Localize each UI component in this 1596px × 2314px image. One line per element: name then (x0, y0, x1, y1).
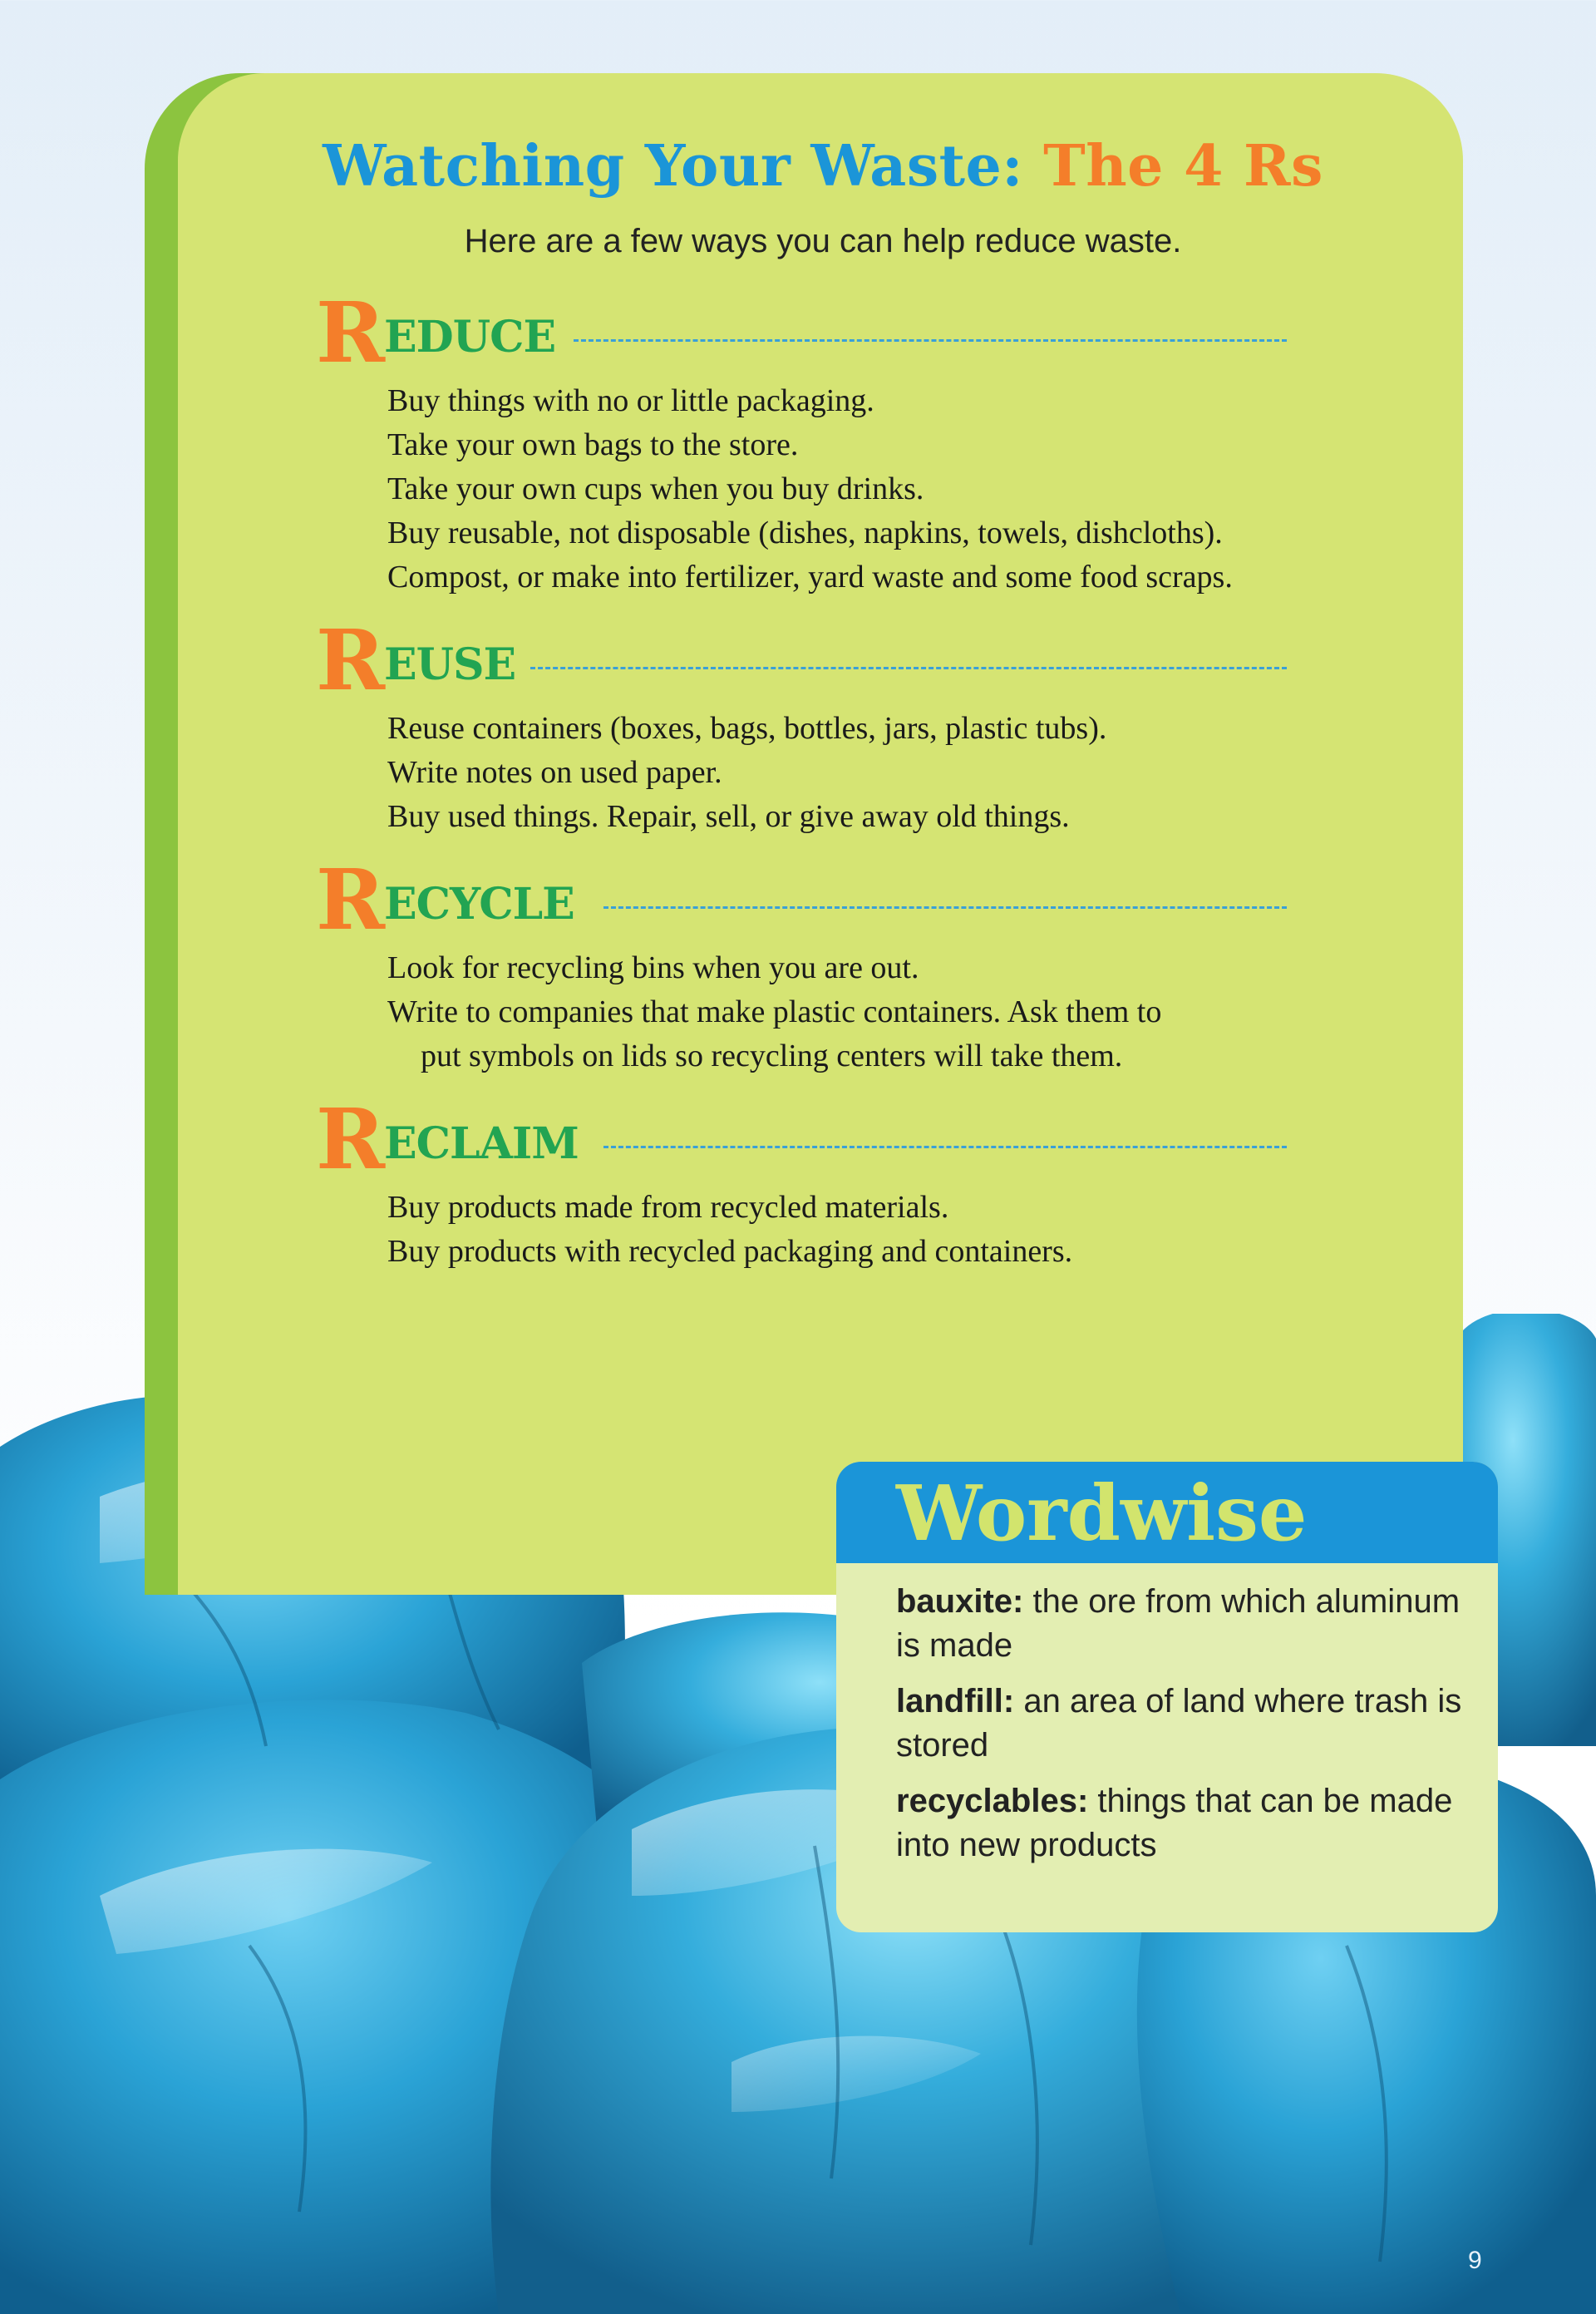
glossary-term: landfill: (896, 1683, 1015, 1719)
wordwise-title: Wordwise (896, 1468, 1308, 1558)
section-heading (316, 1090, 1413, 1188)
title-accent: The 4 Rs (1043, 133, 1323, 200)
wordwise-header (836, 1462, 1498, 1563)
item-list (387, 707, 1413, 839)
dashed-rule (603, 1146, 1287, 1148)
glossary-definition: the ore from which aluminum is made (896, 1583, 1461, 1664)
section-reduce (316, 284, 1413, 599)
page-title (0, 133, 1596, 200)
item-list (387, 946, 1413, 1078)
item-list (387, 1186, 1413, 1274)
heading-rest: EDUCE (384, 312, 556, 363)
section-reuse (316, 611, 1413, 839)
section-recycle (316, 851, 1413, 1078)
list-item: Reuse containers (boxes, bags, bottles, jars, plastic tubs). (387, 711, 1107, 746)
glossary-term: bauxite: (896, 1583, 1024, 1620)
heading-initial: R (316, 1090, 386, 1188)
list-item-continuation: put symbols on lids so recycling centers will take them. (421, 1039, 1123, 1073)
list-item: Write to companies that make plastic containers. Ask them to (387, 994, 1162, 1029)
list-item: Look for recycling bins when you are out. (387, 950, 919, 985)
glossary-entry (896, 1680, 1468, 1768)
heading-initial: R (316, 851, 386, 949)
list-item: Buy things with no or little packaging. (387, 383, 874, 418)
heading-initial: R (316, 611, 386, 709)
section-heading (316, 611, 1413, 709)
list-item: Write notes on used paper. (387, 755, 722, 790)
page-number: 9 (1468, 2247, 1482, 2274)
wordwise-box (836, 1462, 1498, 1932)
list-item (387, 1034, 1413, 1078)
list-item: Take your own cups when you buy drinks. (387, 471, 924, 506)
section-heading (316, 284, 1413, 382)
wordwise-body (836, 1563, 1498, 1867)
list-item: Take your own bags to the store. (387, 427, 799, 462)
heading-rest: EUSE (384, 639, 516, 690)
section-reclaim (316, 1090, 1413, 1274)
glossary-definition: an area of land where trash is stored (896, 1683, 1462, 1764)
list-item: Buy reusable, not disposable (dishes, napkins, towels, dishcloths). (387, 516, 1223, 550)
section-heading (316, 851, 1413, 949)
list-item: Buy used things. Repair, sell, or give away old things. (387, 799, 1070, 834)
heading-initial: R (316, 284, 386, 382)
list-item: Buy products with recycled packaging and containers. (387, 1234, 1073, 1269)
dashed-rule (603, 906, 1287, 909)
glossary-term: recyclables: (896, 1783, 1089, 1819)
glossary-entry (896, 1779, 1468, 1867)
item-list (387, 379, 1413, 599)
dashed-rule (574, 339, 1287, 342)
heading-rest: ECYCLE (384, 879, 574, 930)
glossary-entry (896, 1580, 1468, 1668)
list-item: Compost, or make into fertilizer, yard waste and some food scraps. (387, 560, 1233, 595)
list-item: Buy products made from recycled materials. (387, 1190, 949, 1225)
heading-rest: ECLAIM (384, 1118, 579, 1169)
title-main: Watching Your Waste: (323, 133, 1044, 200)
dashed-rule (530, 667, 1287, 669)
glossary-definition: things that can be made into new products (896, 1783, 1453, 1863)
page-subtitle: Here are a few ways you can help reduce waste. (464, 223, 1182, 259)
